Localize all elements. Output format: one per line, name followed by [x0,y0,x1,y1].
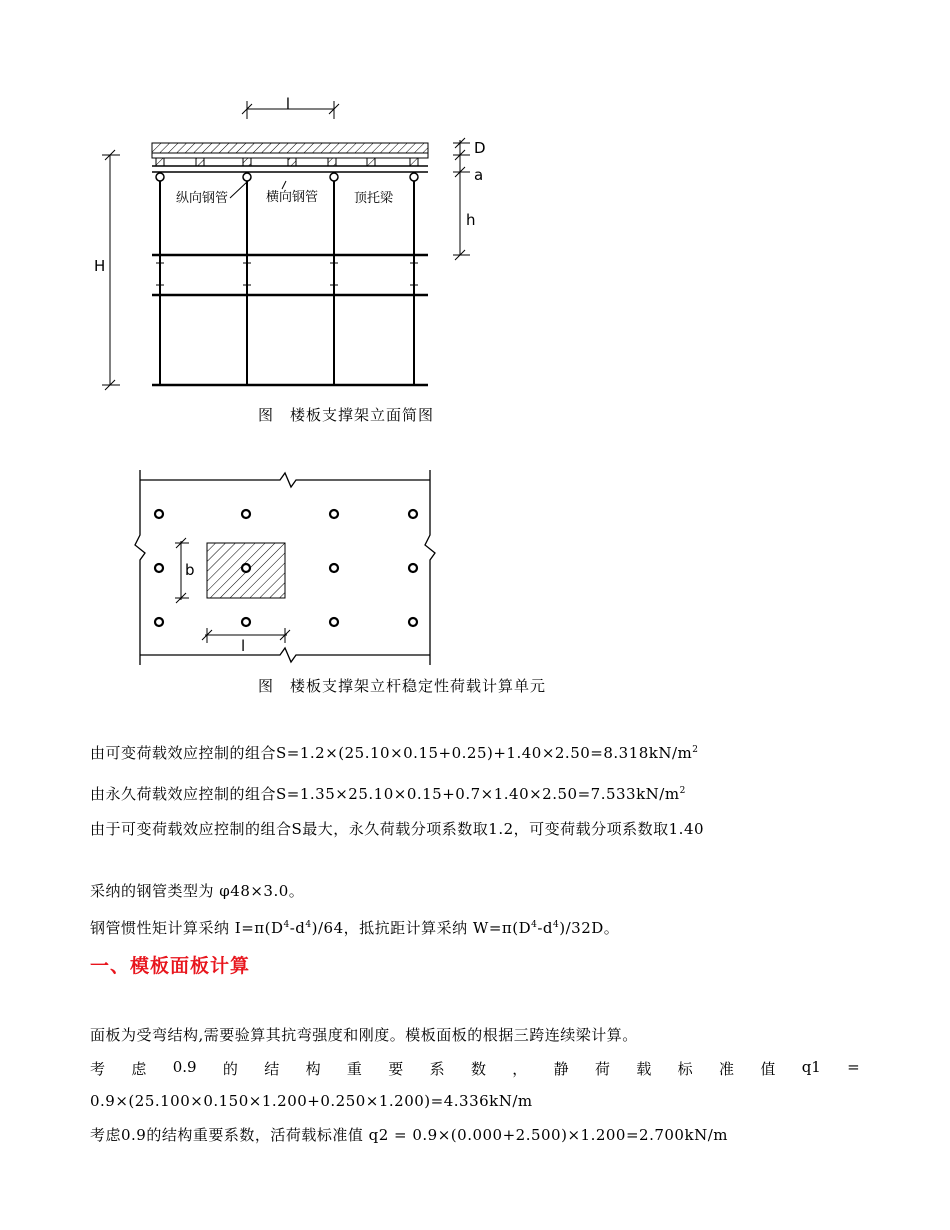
dead-load-token: 系 [429,1060,445,1078]
dead-load-token: 标 [677,1060,693,1078]
section-heading: 一、模板面板计算 [90,955,251,977]
section-property-line: 钢管惯性矩计算采纳 $I=\pi(D^4-d^4)/64$，抵抗距计算采纳 $W=\pi(D^4-d^4)/32D$。 [90,919,620,937]
joists [156,158,418,166]
dead-load-token: 结 [264,1060,280,1078]
dead-load-token: 0.9 [172,1058,197,1076]
label-D: D [474,139,486,157]
dead-load-token: q1 [801,1058,821,1076]
dead-load-token: 虑 [131,1060,147,1078]
dead-load-token: 要 [388,1060,404,1078]
figure2-caption: 图 楼板支撑架立杆稳定性荷载计算单元 [258,677,547,695]
dead-load-formula-line: 0.9×(25.100×0.150×1.200+0.250×1.200)=4.336kN/m [90,1092,533,1110]
dead-load-token: 准 [719,1060,735,1078]
live-load-line: 考虑0.9的结构重要系数，活荷载标准值 q2 = 0.9×(0.000+2.500)×1.200=2.700kN/m [90,1126,728,1144]
figure1-caption: 图 楼板支撑架立面简图 [258,406,435,424]
dead-load-token: 值 [760,1060,776,1078]
formwork-board [152,153,428,158]
plan-diagram [125,465,445,670]
label-l-plan: l [241,637,246,655]
steel-tube-type-line: 采纳的钢管类型为 φ48×3.0。 [90,882,305,900]
label-longitudinal-tube: 纵向钢管 [176,191,229,206]
dead-load-line [90,1058,860,1079]
combination-permanent-line: 由永久荷载效应控制的组合$S=1.35\times 25.10\times 0.15+0.7\times 1.40\times 2.50=7.533kN/m^2$ [90,785,686,803]
label-H: H [94,257,106,275]
elevation-diagram [90,95,510,395]
right-dimensions [453,138,470,260]
dead-load-token: 载 [636,1060,652,1078]
combination-variable-line: 由可变荷载效应控制的组合$S=1.2\times(25.10\times 0.15+0.25)+1.40\times 2.50=8.318kN/m^2$ [90,744,699,762]
panel-intro-line: 面板为受弯结构,需要验算其抗弯强度和刚度。模板面板的根据三跨连续梁计算。 [90,1026,638,1044]
dead-load-token: 静 [553,1060,569,1078]
dead-load-token: 重 [346,1060,362,1078]
label-top-support-beam: 顶托梁 [354,191,394,206]
dead-load-token: 考 [90,1060,106,1078]
label-l-top: l [285,95,291,113]
load-factor-line: 由于可变荷载效应控制的组合S最大，永久荷载分项系数取1.2，可变荷载分项系数取1.40 [90,820,705,838]
label-a: a [474,166,484,184]
dead-load-token: 构 [305,1060,321,1078]
horizontal-tubes [152,255,428,385]
dead-load-token: ， [512,1060,528,1078]
span-dimension-top [242,95,339,119]
dead-load-token: 数 [470,1060,486,1078]
label-b: b [185,561,195,579]
label-h: h [466,211,476,229]
dead-load-token: 荷 [594,1060,610,1078]
dead-load-token: = [847,1058,860,1076]
top-supports [156,173,418,181]
vertical-posts [160,175,414,385]
slab [152,143,428,153]
dead-load-token: 的 [222,1060,238,1078]
label-transverse-tube: 横向钢管 [266,190,319,205]
